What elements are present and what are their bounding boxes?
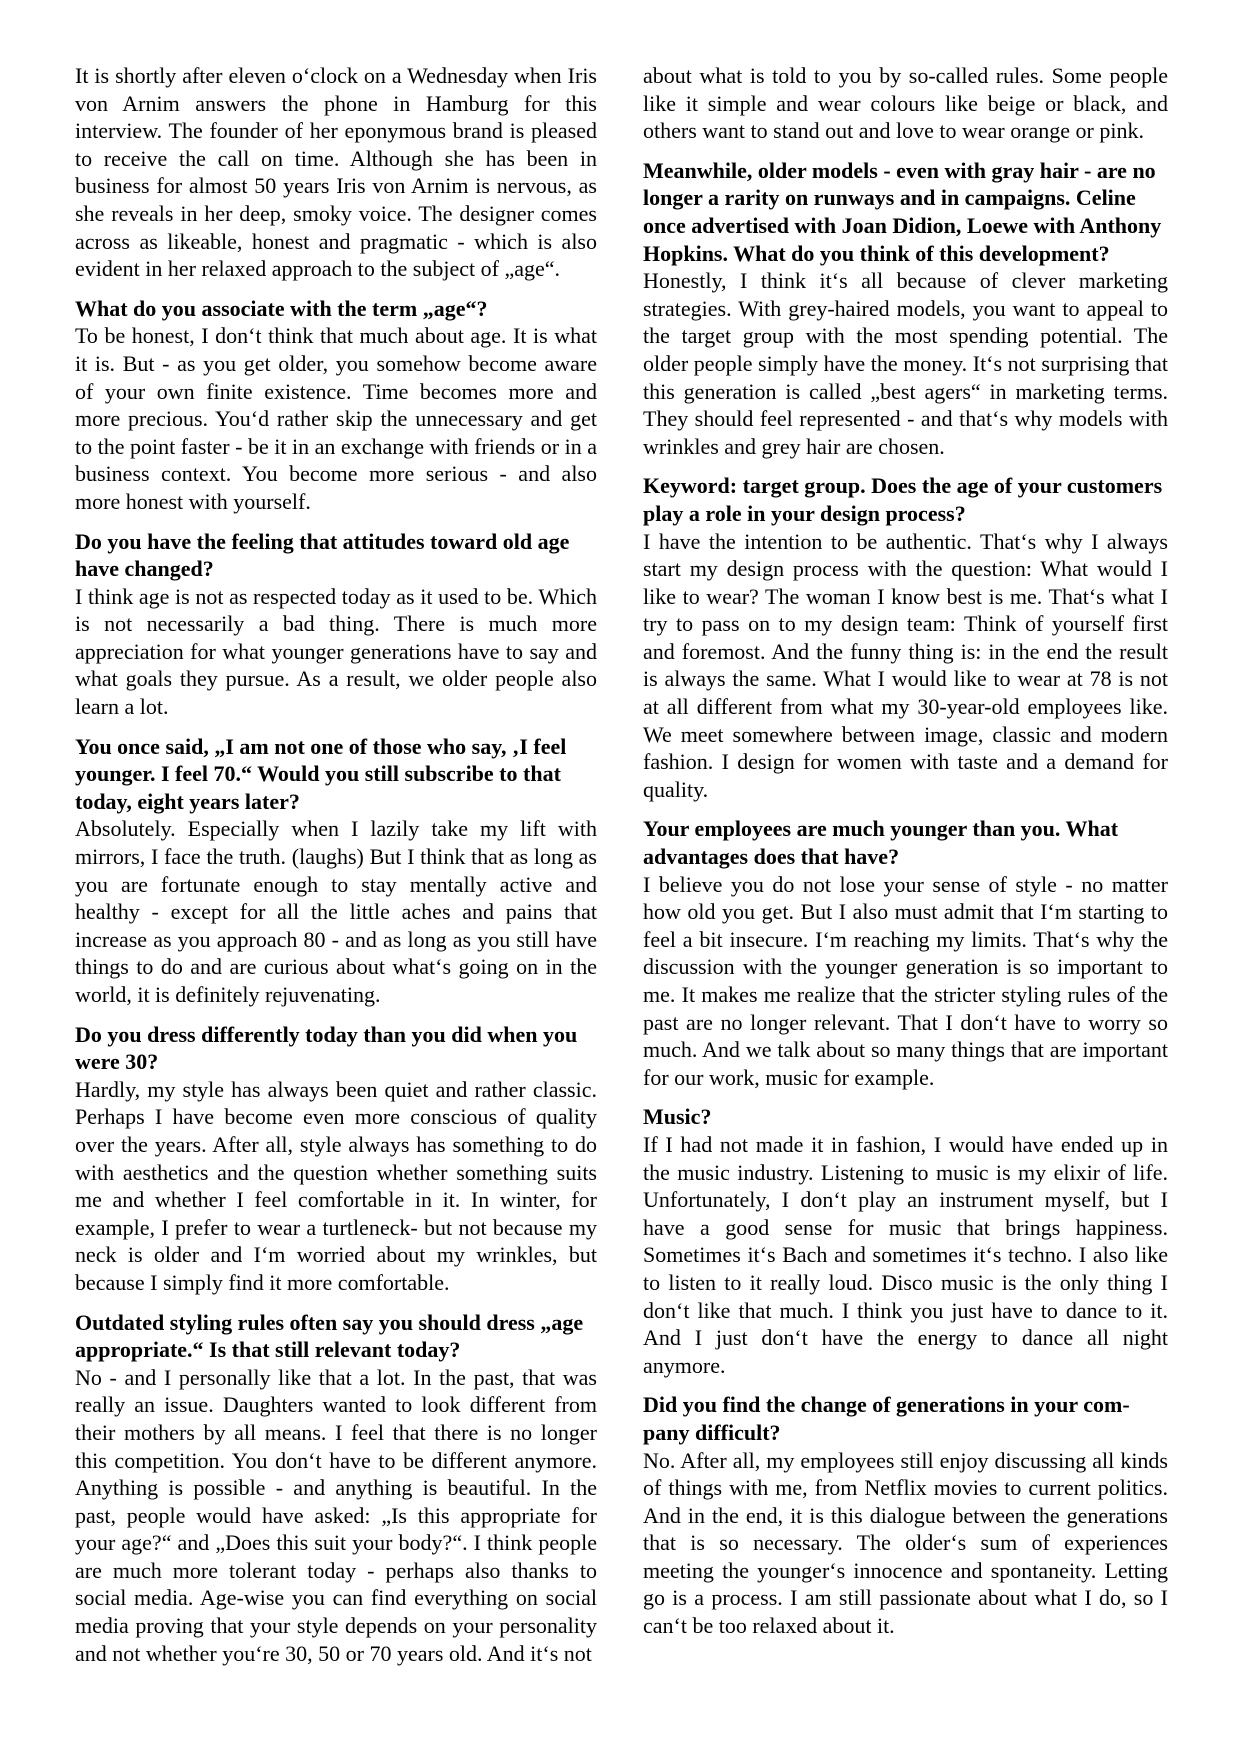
question-heading: Your employees are much younger than you. What advantages does that have? xyxy=(643,816,1119,870)
question-heading: Did you find the change of generations in your company difficult? xyxy=(643,1392,1130,1445)
answer-paragraph: No - and I personally like that a lot. In the past, that was really an issue. Daughters wanted to look different from their mothers by all means. I feel that there is no longer this competition. You don‘t have to be different anymore. Anything is possible - and anything is beautiful. In the past, people would have asked: „Is this appropriate for your age?“ and „Does this suit your body?“. I think people are much more tolerant today - perhaps also thanks to social media. Age-wise you can find everything on social media proving that your style depends on your personality and not whether you‘re 30, 50 or 70 years old. And it‘s not xyxy=(75,1364,597,1666)
answer-paragraph: Hardly, my style has always been quiet and rather classic. Perhaps I have become even more conscious of quality over the years. After all, style always has something to do with aesthetics and the question whether something suits me and whether I feel comfortable in it. In winter, for example, I prefer to wear a turtleneck- but not because my neck is older and I‘m worried about my wrinkles, but because I simply find it more comfortable. xyxy=(75,1076,597,1295)
answer-paragraph: If I had not made it in fashion, I would have ended up in the music industry. Listening to music is my elixir of life. Unfortunately, I don‘t play an instrument myself, but I have a good sense for music that brings happiness. Sometimes it‘s Bach and sometimes it‘s techno. I also like to listen to it really loud. Disco music is the only thing I don‘t like that much. I think you just have to dance to it. And I just don‘t have the energy to dance all night anymore. xyxy=(643,1131,1168,1378)
answer-paragraph: No. After all, my employees still enjoy discussing all kinds of things with me, from Netflix movies to current politics. And in the end, it is this dialogue between the generations that is so necessary. The older‘s sum of experiences meeting the younger‘s innocence and spontaneity. Letting go is a process. I am still passionate about what I do, so I can‘t be too relaxed about it. xyxy=(643,1447,1168,1639)
intro-paragraph: It is shortly after eleven o‘clock on a Wednesday when Iris von Arnim answers the phone in Hamburg for this interview. The founder of her eponymous brand is pleased to receive the call on time. Although she has been in business for almost 50 years Iris von Arnim is nervous, as she reveals in her deep, smoky voice. The designer comes across as likeable, honest and pragmatic - which is also evident in her relaxed approach to the subject of „age“. xyxy=(75,63,597,282)
answer-paragraph: about what is told to you by so-called rules. Some people like it simple and wear colours like beige or black, and others want to stand out and love to wear orange or pink. xyxy=(643,63,1168,144)
right-column xyxy=(643,62,1168,1754)
answer-paragraph: To be honest, I don‘t think that much about age. It is what it is. But - as you get older, you somehow become aware of your own finite existence. Time becomes more and more precious. You‘d rather skip the unnecessary and get to the point faster - be it in an exchange with friends or in a business context. You become more serious - and also more honest with yourself. xyxy=(75,323,597,514)
question-heading: Do you dress differently today than you did when you were 30? xyxy=(75,1021,578,1075)
left-column xyxy=(75,62,597,1754)
question-heading: You once said, „I am not one of those who say, ‚I feel younger. I feel 70.“ Would you still subscribe to that today, eight years later? xyxy=(75,733,567,814)
answer-paragraph: Absolutely. Especially when I lazily take my lift with mirrors, I face the truth. (laughs) But I think that as long as you are fortunate enough to stay mentally active and healthy - except for all the little aches and pains that increase as you approach 80 - and as long as you still have things to do and are curious about what‘s going on in the world, it is definitely rejuvenating. xyxy=(75,816,597,1007)
question-heading: Meanwhile, older models - even with gray hair - are no longer a rarity on runways and in campaigns. Celine once advertised with Joan Didion, Loewe with Anthony Hopkins. What do you think of this development? xyxy=(643,157,1162,266)
question-heading: Music? xyxy=(643,1104,712,1130)
answer-paragraph: I think age is not as respected today as it used to be. Which is not necessarily a bad thing. There is much more appreciation for what younger generations have to say and what goals they pursue. As a result, we older people also learn a lot. xyxy=(75,583,597,720)
question-heading: Outdated styling rules often say you should dress „age appropriate.“ Is that still relevant today? xyxy=(75,1309,584,1363)
answer-paragraph: Honestly, I think it‘s all because of clever marketing strategies. With grey-haired models, you want to appeal to the target group with the most spending potential. The older people simply have the money. It‘s not surprising that this generation is called „best agers“ in marketing terms. They should feel represented - and that‘s why models with wrinkles and grey hair are chosen. xyxy=(643,268,1168,459)
question-heading: Do you have the feeling that attitudes toward old age have changed? xyxy=(75,528,570,582)
question-heading: What do you associate with the term „age“? xyxy=(75,295,488,321)
question-heading: Keyword: target group. Does the age of your customers play a role in your design process? xyxy=(643,473,1163,526)
answer-paragraph: I believe you do not lose your sense of style - no matter how old you get. But I also must admit that I‘m starting to feel a bit insecure. I‘m reaching my limits. That‘s why the discussion with the younger generation is so important to me. It makes me realize that the stricter styling rules of the past are no longer relevant. That I don‘t have to worry so much. And we talk about so many things that are important for our work, music for example. xyxy=(643,871,1168,1090)
answer-paragraph: I have the intention to be authentic. That‘s why I always start my design process with the question: What would I like to wear? The woman I know best is me. That‘s what I try to pass on to my design team: Think of yourself first and foremost. And the funny thing is: in the end the result is always the same. What I would like to wear at 78 is not at all different from what my 30-year-old employees like. We meet somewhere between image, classic and modern fashion. I design for women with taste and a demand for quality. xyxy=(643,528,1168,802)
